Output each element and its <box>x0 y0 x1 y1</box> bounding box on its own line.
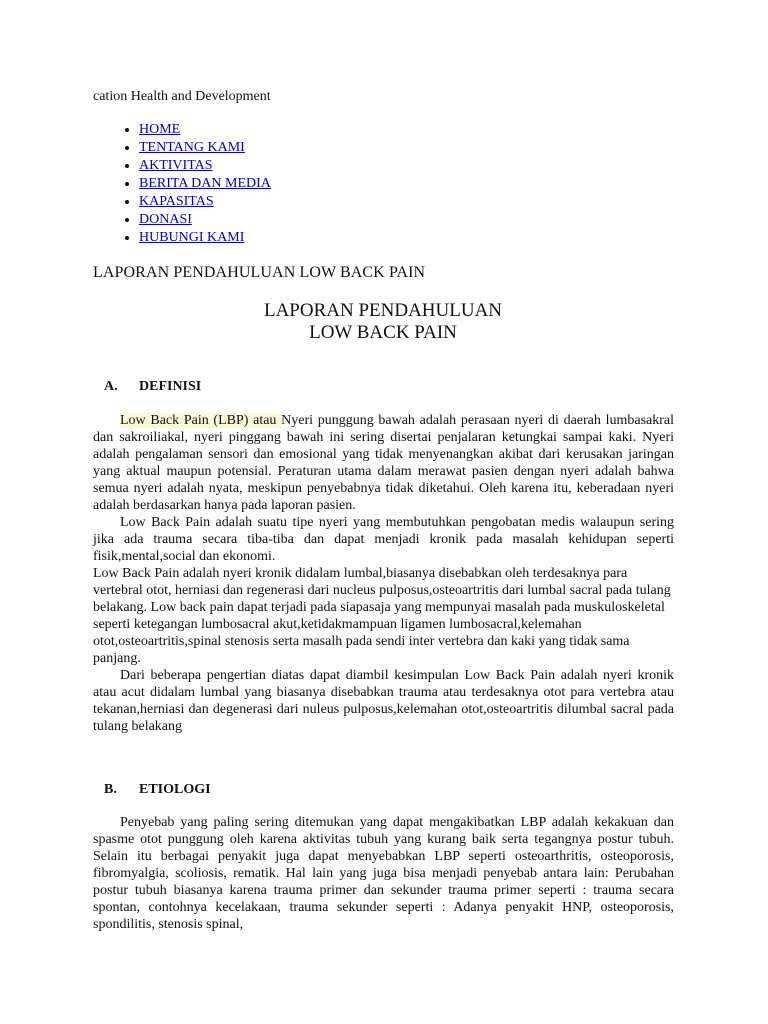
definisi-body <box>93 412 674 735</box>
nav-link-aktivitas[interactable]: AKTIVITAS <box>139 158 213 173</box>
nav-link-hubungi-kami[interactable]: HUBUNGI KAMI <box>139 230 245 245</box>
nav-item-tentang-kami <box>139 139 271 157</box>
nav-link-berita-dan-media[interactable]: BERITA DAN MEDIA <box>139 176 271 191</box>
section-a-heading <box>104 378 201 395</box>
main-nav <box>93 121 271 247</box>
highlighted-term: Low Back Pain (LBP) atau <box>120 413 282 428</box>
section-a-title: DEFINISI <box>139 379 202 394</box>
definisi-paragraph-1-text: Nyeri punggung bawah adalah perasaan nyeri di daerah lumbasakral dan sakroiliakal, nyeri pinggang bawah ini sering disertai penjalaran ketungkai sampai kaki. Nyeri adalah pengalaman sensori dan emosional yang tidak menyenangkan akibat dari kerusakan jaringan yang aktual maupun potensial. Peraturan utama dalam merawat pasien dengan nyeri adalah bahwa semua nyeri adalah nyata, meskipun penyebabnya tidak diketahui. Oleh karena itu, keberadaan nyeri adalah berdasarkan hanya pada laporan pasien. <box>93 413 674 513</box>
nav-link-donasi[interactable]: DONASI <box>139 212 192 227</box>
nav-link-tentang-kami[interactable]: TENTANG KAMI <box>139 140 245 155</box>
nav-link-kapasitas[interactable]: KAPASITAS <box>139 194 214 209</box>
nav-item-kapasitas <box>139 193 271 211</box>
section-b-number: B. <box>104 782 117 797</box>
document-title-line1: LAPORAN PENDAHULUAN <box>263 300 503 321</box>
nav-item-donasi <box>139 211 271 229</box>
document-title-line2: LOW BACK PAIN <box>309 322 457 343</box>
document-title <box>93 300 673 344</box>
nav-item-aktivitas <box>139 157 271 175</box>
definisi-paragraph-3: Low Back Pain adalah nyeri kronik didalam lumbal,biasanya disebabkan oleh terdesaknya para vertebral otot, herniasi dan regenerasi dari nucleus pulposus,osteoartritis dari lumbal sacral pada tulang belakang. Low back pain dapat terjadi pada siapasaja yang mempunyai masalah pada muskuloskeletal seperti ketegangan lumbosacral akut,ketidakmampuan ligamen lumbosacral,kelemahan otot,osteoartritis,spinal stenosis serta masalh pada sendi inter vertebra dan kaki yang tidak sama panjang. <box>93 566 671 666</box>
section-a-number: A. <box>104 379 118 394</box>
nav-item-home <box>139 121 271 139</box>
etiologi-body <box>93 814 674 933</box>
section-b-title: ETIOLOGI <box>139 782 211 797</box>
definisi-paragraph-4: Dari beberapa pengertian diatas dapat diambil kesimpulan Low Back Pain adalah nyeri kronik atau acut didalam lumbal yang biasanya disebabkan trauma atau terdesaknya otot para vertebra atau tekanan,herniasi dan degenerasi dari nuleus pulposus,kelemahan otot,osteoartritis dilumbal sacral pada tulang belakang <box>93 668 674 734</box>
definisi-paragraph-1 <box>93 412 674 514</box>
site-name: cation Health and Development <box>93 89 271 104</box>
post-title: LAPORAN PENDAHULUAN LOW BACK PAIN <box>93 264 426 281</box>
nav-item-hubungi-kami <box>139 229 271 247</box>
section-b-heading <box>104 781 211 798</box>
nav-link-home[interactable]: HOME <box>139 122 181 137</box>
nav-item-berita-dan-media <box>139 175 271 193</box>
definisi-paragraph-2: Low Back Pain adalah suatu tipe nyeri yang membutuhkan pengobatan medis walaupun sering jika ada trauma secara tiba-tiba dan dapat menjadi kronik pada masalah kehidupan seperti fisik,mental,social dan ekonomi. <box>93 515 674 564</box>
etiologi-paragraph-1: Penyebab yang paling sering ditemukan yang dapat mengakibatkan LBP adalah kekakuan dan spasme otot punggung oleh karena aktivitas tubuh yang kurang baik serta tegangnya postur tubuh. Selain itu berbagai penyakit juga dapat menyebabkan LBP seperti osteoarthritis, osteoporosis, fibromyalgia, scoliosis, rematik. Hal lain yang juga bisa menjadi penyebab antara lain: Perubahan postur tubuh biasanya karena trauma primer dan sekunder trauma primer seperti : trauma secara spontan, contohnya kecelakaan, trauma sekunder seperti : Adanya penyakit HNP, osteoporosis, spondilitis, stenosis spinal, <box>93 815 674 932</box>
